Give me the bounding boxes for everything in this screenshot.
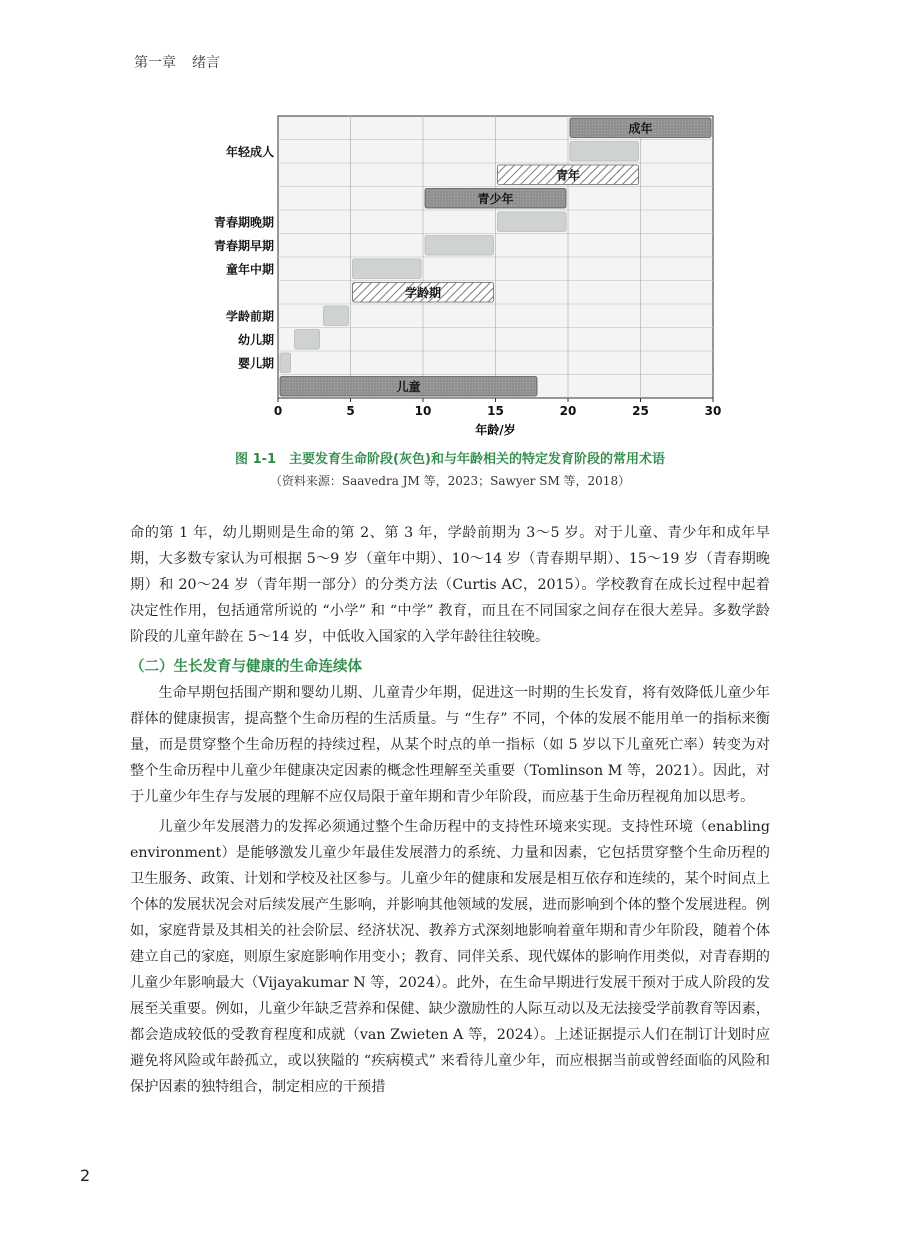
row-label: 青春期晚期 (213, 215, 274, 230)
figure-caption: 图 1-1 主要发育生命阶段(灰色)和与年龄相关的特定发育阶段的常用术语 (235, 452, 665, 467)
row-label: 幼儿期 (237, 332, 274, 347)
chapter-title: 绪言 (192, 55, 220, 71)
life-stage-chart (0, 0, 900, 445)
bar-label: 青年 (555, 168, 581, 183)
row-label: 学龄前期 (225, 309, 274, 324)
bar-label: 儿童 (396, 379, 421, 394)
tick-label: 15 (487, 404, 504, 418)
bar-label: 青少年 (477, 191, 514, 206)
chapter-number: 第一章 (134, 55, 176, 71)
bar-stage (324, 306, 349, 326)
tick-label: 25 (632, 404, 649, 418)
tick-label: 30 (704, 404, 722, 418)
bar-stage (353, 259, 422, 279)
row-label: 童年中期 (225, 262, 274, 277)
tick-label: 20 (559, 404, 577, 418)
x-axis-label: 年龄/岁 (475, 423, 516, 437)
row-label: 年轻成人 (225, 144, 274, 159)
bar-stage (295, 330, 320, 350)
tick-label: 5 (346, 404, 355, 418)
bar-stage (570, 142, 639, 162)
section-heading: （二）生长发育与健康的生命连续体 (130, 659, 362, 675)
bar-label: 成年 (628, 121, 653, 136)
page-number: 2 (80, 1166, 91, 1185)
bar-stage (498, 212, 567, 232)
row-label: 青春期早期 (213, 238, 274, 253)
row-label: 婴儿期 (237, 356, 274, 371)
paragraph-1: 命的第 1 年，幼儿期则是生命的第 2、第 3 年，学龄前期为 3～5 岁。对于儿童、青少年和成年早期，大多数专家认为可根据 5～9 岁（童年中期）、10～14 岁（青春期早期）、15～19 岁（青春期晚期）和 20～24 岁（青年期一部分）的分类方法（Curtis AC，2015）。学校教育在成长过程中起着决定性作用，包括通常所说的 “小学” 和 “中学” 教育，而且在不同国家之间存在很大差异。多数学龄阶段的儿童年龄在 5～14 岁，中低收入国家的入学年龄往往较晚。 (130, 525, 770, 645)
body-text (130, 520, 770, 1100)
bar-stage (425, 236, 494, 256)
figure-source: （资料来源：Saavedra JM 等，2023；Sawyer SM 等，2018） (269, 474, 631, 488)
paragraph-2: 生命早期包括围产期和婴幼儿期、儿童青少年期，促进这一时期的生长发育，将有效降低儿童少年群体的健康损害，提高整个生命历程的生活质量。与 “生存” 不同，个体的发展不能用单一的指标来衡量，而是贯穿整个生命历程的持续过程，从某个时点的单一指标（如 5 岁以下儿童死亡率）转变为对整个生命历程中儿童少年健康决定因素的概念性理解至关重要（Tomlinson M 等，2021）。因此，对于儿童少年生存与发展的理解不应仅局限于童年期和青少年阶段，而应基于生命历程视角加以思考。 (130, 685, 770, 805)
x-ticks (274, 398, 722, 418)
paragraph-3: 儿童少年发展潜力的发挥必须通过整个生命历程中的支持性环境来实现。支持性环境（enabling environment）是能够激发儿童少年最佳发展潜力的系统、力量和因素，它包括贯穿整个生命历程的卫生服务、政策、计划和学校及社区参与。儿童少年的健康和发展是相互依存和连续的，某个时间点上个体的发展状况会对后续发展产生影响，并影响其他领域的发展，进而影响到个体的整个发展进程。例如，家庭背景及其相关的社会阶层、经济状况、教养方式深刻地影响着童年期和青少年阶段，随着个体建立自己的家庭，则原生家庭影响作用变小；教育、同伴关系、现代媒体的影响作用类似，对青春期的儿童少年影响最大（Vijayakumar N 等，2024）。此外，在生命早期进行发展干预对于成人阶段的发展至关重要。例如，儿童少年缺乏营养和保健、缺少激励性的人际互动以及无法接受学前教育等因素，都会造成较低的受教育程度和成就（van Zwieten A 等，2024）。上述证据提示人们在制订计划时应避免将风险或年龄孤立，或以狭隘的 “疾病模式” 来看待儿童少年，而应根据当前或曾经面临的风险和保护因素的独特组合，制定相应的干预措 (130, 819, 770, 1095)
bar-stage (280, 353, 291, 373)
tick-label: 10 (414, 404, 432, 418)
row-labels (214, 144, 274, 371)
bar-label: 学龄期 (404, 285, 442, 300)
tick-label: 0 (273, 404, 283, 418)
